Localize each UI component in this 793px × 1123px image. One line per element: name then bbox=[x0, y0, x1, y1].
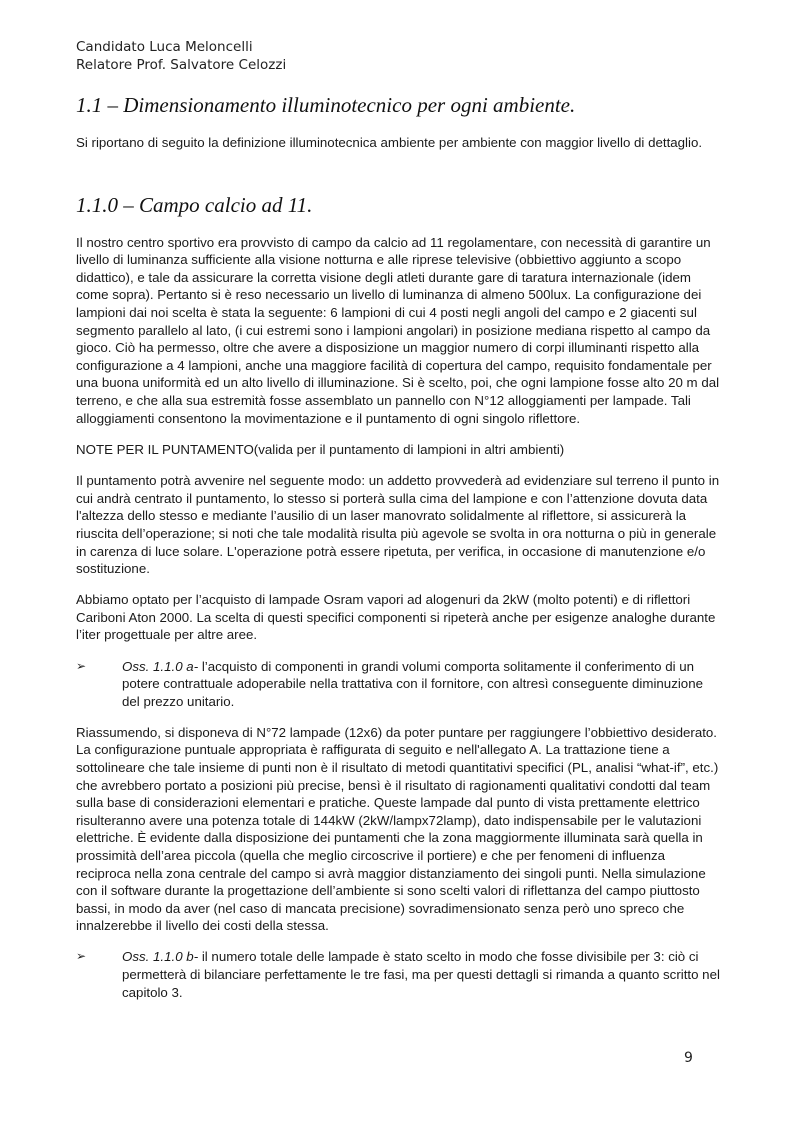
observation-b-text: il numero totale delle lampade è stato scelto in modo che fosse divisibile per 3: ciò ci permetterà di bilanciare perfettamente le tre fasi, ma per questi dettagli si rimanda a quanto scritto nel capitolo 3. bbox=[122, 949, 720, 1000]
paragraph-components: Abbiamo optato per l’acquisto di lampade Osram vapori ad alogenuri da 2kW (molto potenti) e di riflettori Cariboni Aton 2000. La scelta di questi specifici componenti si ripeterà anche per esigenze analoghe durante l’iter progettuale per altre aree. bbox=[76, 592, 716, 643]
observation-b-body bbox=[122, 948, 720, 1001]
note-heading: NOTE PER IL PUNTAMENTO(valida per il puntamento di lampioni in altri ambienti) bbox=[76, 441, 565, 457]
candidate-name: Candidato Luca Meloncelli bbox=[76, 39, 253, 55]
observation-a-body bbox=[122, 658, 720, 711]
observation-a bbox=[76, 658, 720, 711]
paragraph-field-description: Il nostro centro sportivo era provvisto di campo da calcio ad 11 regolamentare, con necessità di garantire un livello di luminanza sufficiente alla visione notturna e alle riprese televisive (obbiettivo aggiunto a scopo didattico), e tale da assicurare la corretta visione degli atleti durante gare di taratura internazionale (idem come sopra). Pertanto si è reso necessario un livello di luminanza di almeno 500lux. La configurazione dei lampioni dai noi scelta è stata la seguente: 6 lampioni di cui 4 posti negli angoli del campo e 2 giacenti sul segmento parallelo al lato, (i cui estremi sono i lampioni angolari) in posizione mediana rispetto al campo da gioco. Ciò ha permesso, oltre che avere a disposizione un maggior numero di corpi illuminanti rispetto alla configurazione a 4 lampioni, anche una maggiore facilità di copertura del campo, requisito fondamentale per una buona uniformità ed un alto livello di illuminazione. Si è scelto, poi, che ogni lampione fosse alto 20 m dal terreno, e che alla sua estremità fosse assemblato un pannello con N°12 alloggiamenti per lampade. Tali alloggiamenti consentono la movimentazione e il puntamento di ogni singolo riflettore. bbox=[76, 234, 720, 426]
section-title: 1.1 – Dimensionamento illuminotecnico per ogni ambiente. bbox=[76, 93, 576, 117]
arrowhead-bullet-icon: ➢ bbox=[76, 949, 87, 964]
document-body bbox=[76, 92, 720, 1015]
observation-b-label: Oss. 1.1.0 b- bbox=[122, 949, 199, 965]
observation-a-text: l’acquisto di componenti in grandi volumi comporta solitamente il conferimento di un potere contrattuale adoperabile nella trattativa con il fornitore, con altresì conseguente diminuzione del prezzo unitario. bbox=[122, 658, 703, 709]
observation-b bbox=[76, 948, 720, 1001]
paragraph-summary: Riassumendo, si disponeva di N°72 lampade (12x6) da poter puntare per raggiungere l’obbiettivo desiderato. La configurazione puntuale appropriata è raffigurata di seguito e nell'allegato A. La trattazione tiene a sottolineare che tale insieme di punti non è il risultato di metodi quantitativi specifici (PL, analisi “what-if”, etc.) che avrebbero portato a posizioni più precise, bensì è il risultato di ragionamenti qualitativi condotti dal team sulla base di considerazioni elementari e pratiche. Queste lampade dal punto di vista prettamente elettrico risulteranno avere una potenza totale di 144kW (2kW/lampx72lamp), dato indispensabile per le valutazioni elettriche. È evidente dalla disposizione dei puntamenti che la zona maggiormente illuminata sarà quella in prossimità dell’area piccola (quella che meglio circoscrive il portiere) e che per fenomeni di influenza reciproca nella zona centrale del campo si avrà maggior distanziamento dei singoli punti. Nella simulazione con il software durante la progettazione dell’ambiente si sono scelti valori di riflettanza del campo piuttosto bassi, in modo da aver (nel caso di mancata precisione) sovradimensionato senza però uno spreco che innalzerebbe il livello dei costi della stessa. bbox=[76, 724, 719, 934]
page-header bbox=[76, 38, 286, 74]
page-number: 9 bbox=[684, 1050, 693, 1066]
observation-a-label: Oss. 1.1.0 a- bbox=[122, 658, 199, 674]
paragraph-aiming-procedure: Il puntamento potrà avvenire nel seguente modo: un addetto provvederà ad evidenziare sul terreno il punto in cui andrà centrato il puntamento, lo stesso si porterà sulla cima del lampione e con l’attenzione dovuta data l'altezza dello stesso e mediante l’ausilio di un laser manovrato solidalmente al riflettore, si assicurerà la riuscita dell’operazione; si noti che tale modalità risulta più agevole se svolta in ora notturna o più in generale in carenza di luce solare. L'operazione potrà essere ripetuta, per verifica, in occasione di manutenzione e/o sostituzione. bbox=[76, 473, 720, 577]
section-intro: Si riportano di seguito la definizione illuminotecnica ambiente per ambiente con maggior livello di dettaglio. bbox=[76, 135, 703, 150]
subsection-title: 1.1.0 – Campo calcio ad 11. bbox=[76, 192, 313, 217]
supervisor-name: Relatore Prof. Salvatore Celozzi bbox=[76, 57, 287, 73]
arrowhead-bullet-icon: ➢ bbox=[76, 658, 87, 673]
